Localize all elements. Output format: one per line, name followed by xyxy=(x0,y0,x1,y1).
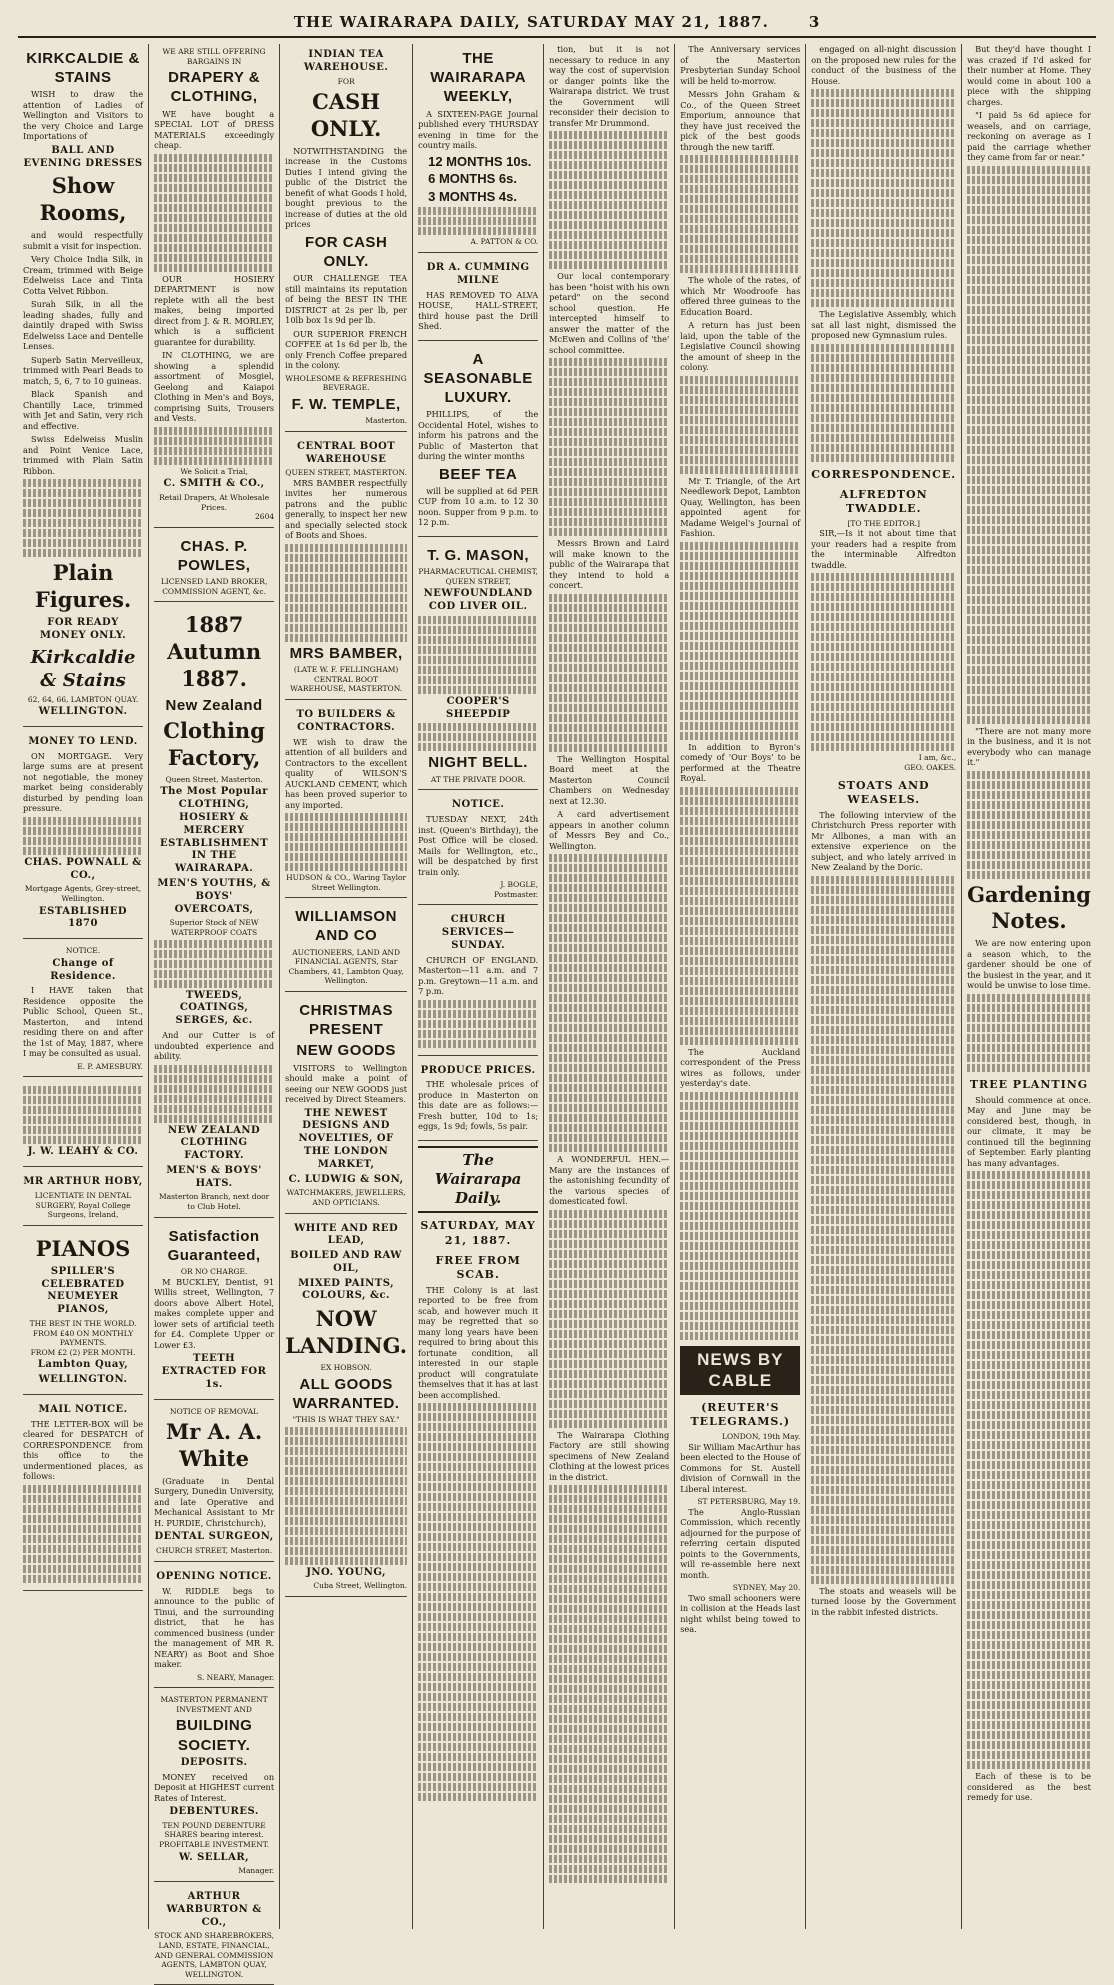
stoats: STOATS AND WEASELS. xyxy=(837,778,930,806)
notice-body: TUESDAY NEXT, 24th inst. (Queen's Birthday), the Post Office will be closed. Mails for Wellington, etc., will be despatched by first train only. xyxy=(418,814,539,877)
beef-tea: BEEF TEA xyxy=(439,465,518,483)
fine-print xyxy=(811,89,956,307)
boot-ad xyxy=(285,436,407,700)
pianos-ad xyxy=(23,1230,143,1395)
fine-print xyxy=(967,1171,1091,1769)
bamber-body: MRS BAMBER respectfully invites her numerous patrons and the public generally, to inspect her new and specially selected stock of Boots and Shoes. xyxy=(285,477,408,541)
debentures: DEBENTURES. xyxy=(169,1806,259,1818)
fine-print xyxy=(549,131,669,269)
removal: NOTICE OF REMOVAL xyxy=(170,1406,259,1416)
daily-title: The Wairarapa Daily. xyxy=(418,1146,538,1214)
christmas-ad xyxy=(285,996,407,1214)
teeth: TEETH EXTRACTED FOR 1s. xyxy=(161,1353,267,1390)
all-goods: ALL GOODS WARRANTED. xyxy=(292,1375,400,1412)
news-by-cable: NEWS BY CABLE xyxy=(680,1346,800,1396)
free-heading: FREE FROM SCAB. xyxy=(435,1253,521,1281)
fine-print xyxy=(285,813,407,871)
kirkcaldie-address: 62, 64, 66, LAMBTON QUAY. xyxy=(27,694,139,704)
bamber: MRS BAMBER, xyxy=(289,644,403,662)
weekly-footer: A. PATTON & CO. xyxy=(470,237,539,247)
kirkcaldie-body: WISH to draw the attention of Ladies of Wellington and Visitors to the very Choice and Large Importations of xyxy=(23,89,144,142)
seasonable: A SEASONABLE LUXURY. xyxy=(423,350,533,406)
item-5: Swiss Edelweiss Muslin and Point Venice Lace, trimmed with Plain Satin Ribbon. xyxy=(23,434,144,476)
solicit: We Solicit a Trial, xyxy=(180,466,248,476)
cutter: And our Cutter is of undoubted experience and ability. xyxy=(154,1030,275,1061)
church-street: CHURCH STREET, Masterton. xyxy=(156,1546,273,1556)
hudson: HUDSON & CO., Waring Taylor Street Wellington. xyxy=(286,873,407,892)
tweeds: TWEEDS, COATINGS, SERGES, &c. xyxy=(175,989,253,1027)
christmas-body: VISITORS to Wellington should make a point of seeing our NEW GOODS just received by Direct Steamers. xyxy=(285,1062,408,1105)
column-7 xyxy=(806,44,962,1929)
testimony: "THIS IS WHAT THEY SAY." xyxy=(292,1415,400,1424)
cash-only: CASH ONLY. xyxy=(310,89,382,142)
clothing-body: IN CLOTHING, we are showing a splendid assortment of Mosgiel, Geelong and Kaiapoi Clothing in Men's and Boys, comprising Suits, Trousers and Vests. xyxy=(154,350,275,424)
cooper: COOPER'S SHEEPDIP xyxy=(445,695,511,720)
pownall-sub: Mortgage Agents, Grey-street, Wellington. xyxy=(24,884,142,903)
spiller-sub: THE BEST IN THE WORLD. xyxy=(29,1318,137,1328)
money-ad xyxy=(23,731,143,939)
powles-sub: LICENSED LAND BROKER, COMMISSION AGENT, &c. xyxy=(160,577,268,596)
produce: PRODUCE PRICES. xyxy=(420,1064,536,1076)
bamber-sub: (LATE W. F. FELLINGHAM) CENTRAL BOOT WAREHOUSE, MASTERTON. xyxy=(290,665,403,694)
queen-street: Queen Street, Masterton. xyxy=(165,774,263,784)
smith-co: C. SMITH & CO., xyxy=(163,478,265,490)
price-12: 12 MONTHS 10s. xyxy=(428,153,532,169)
item-3: Superb Satin Merveilleux, trimmed with Pearl Beads to match, 5, 6, 7 to 10 guineas. xyxy=(23,354,144,386)
deposits-body: MONEY received on Deposit at HIGHEST current Rates of Interest. xyxy=(154,1771,275,1803)
article-5: A card advertisement appears in another column of Messrs Bey and Co., Wellington. xyxy=(549,809,670,851)
fine-print xyxy=(680,155,800,273)
masterton: Masterton. xyxy=(365,416,408,426)
ludwig: C. LUDWIG & SON, xyxy=(288,1173,404,1185)
mail-body: THE LETTER-BOX will be cleared for DESPATCH of CORRESPONDENCE from this office to the undermentioned places, as follows: xyxy=(23,1418,144,1482)
cable-3: Two small schooners were in collision at the Heads last night whilst being towed to sea. xyxy=(680,1592,801,1635)
opening: OPENING NOTICE. xyxy=(156,1570,272,1582)
church-ad xyxy=(418,909,538,1055)
article-3: Messrs Brown and Laird will make known to the public of the Wairarapa that they intend to hold a concert. xyxy=(549,538,670,590)
mail-heading: MAIL NOTICE. xyxy=(38,1403,128,1415)
correspondence: CORRESPONDENCE. xyxy=(811,467,957,481)
pownall: CHAS. POWNALL & CO., xyxy=(24,856,142,881)
established: ESTABLISHED 1870 xyxy=(38,905,128,930)
buckley-ad xyxy=(154,1222,274,1400)
show-body: and would respectfully submit a visit for inspection. xyxy=(23,230,144,251)
fine-print xyxy=(680,542,800,740)
cash-only-2: FOR CASH ONLY. xyxy=(304,233,388,271)
tea: INDIAN TEA WAREHOUSE. xyxy=(303,49,389,73)
fine-print xyxy=(23,1086,143,1144)
fine-print xyxy=(418,616,538,694)
free-body: THE Colony is at last reported to be free from scab, and however much it may be regretted that so many long years have been required to bring about this fortunate condition, all interested in our staple product will congratulate themselves that it has at last been accomplished. xyxy=(418,1284,539,1400)
ten-pound: TEN POUND DEBENTURE SHARES bearing interest. xyxy=(162,1820,266,1840)
price-6: 6 MONTHS 6s. xyxy=(428,171,517,187)
tea-body-2: OUR CHALLENGE TEA still maintains its reputation of being the BEST IN THE DISTRICT at 2s per lb, per 10lb box 1s 9d per lb. xyxy=(285,273,408,326)
powles: CHAS. P. POWLES, xyxy=(177,537,251,574)
masterton-perm: MASTERTON PERMANENT INVESTMENT AND xyxy=(160,1695,268,1714)
waterproof: Superior Stock of NEW WATERPROOF COATS xyxy=(169,918,259,938)
fine-print xyxy=(549,854,669,1152)
ludwig-sub: WATCHMAKERS, JEWELLERS, AND OPTICIANS. xyxy=(286,1188,406,1207)
fine-print xyxy=(967,771,1091,879)
ad-number: 2604 xyxy=(255,512,275,522)
builders-ad xyxy=(285,704,407,898)
for: FOR xyxy=(337,76,355,86)
warburton-sub: STOCK AND SHAREBROKERS, LAND, ESTATE, FINANCIAL, AND GENERAL COMMISSION AGENTS, LAMBTON QUAY, WELLINGTON. xyxy=(154,1931,275,1979)
fine-print xyxy=(811,876,956,1584)
fine-print xyxy=(549,358,669,536)
column-1 xyxy=(18,44,149,1929)
sellar-sub: Manager. xyxy=(238,1866,275,1876)
cod-liver: NEWFOUNDLAND COD LIVER OIL. xyxy=(423,588,533,613)
article-2: Our local contemporary has been "hoist with his own petard" on the second school question. He intercepted himself to answer the matter of the McEwen and Collins of 'the' school committee. xyxy=(549,271,670,355)
article-7: The Wairarapa Clothing Factory are still showing specimens of New Zealand Clothing at the lowest prices in the district. xyxy=(549,1429,670,1482)
kirkcaldie-ad xyxy=(23,44,143,727)
cable-2: The Anglo-Russian Commission, which recently adjourned for the purpose of referring certain disputed points to the Governments, will re-assemble here next month. xyxy=(680,1506,801,1580)
phillips: PHILLIPS, of the Occidental Hotel, wishes to inform his patrons and the Public of Masterton that during the winter months xyxy=(418,409,539,462)
profitable: PROFITABLE INVESTMENT. xyxy=(159,1840,270,1849)
column-8 xyxy=(962,44,1096,1929)
christmas: CHRISTMAS PRESENT xyxy=(299,1001,393,1039)
article-19: "There are not many more in the business, and it is not everybody who can manage it." xyxy=(967,725,1091,767)
produce-body: THE wholesale prices of produce in Masterton on this date are as follows:— Fresh butter, 10d to 1s; eggs, 1s 9d; fowls, 5s pair. xyxy=(418,1079,539,1132)
smith-ad xyxy=(154,44,274,528)
cable-1: Sir William MacArthur has been elected to the House of Commons for St. Austell division of Cornwall in the Liberal interest. xyxy=(680,1441,801,1494)
builders: TO BUILDERS & CONTRACTORS. xyxy=(296,708,396,733)
sign-1: I am, &c., xyxy=(918,753,957,763)
alfredton: ALFREDTON TWADDLE. xyxy=(839,487,928,515)
money-heading: MONEY TO LEND. xyxy=(28,736,138,748)
white-sub: (Graduate in Dental Surgery, Dunedin University, and late Operative and Mechanical Assistant to Mr H. PURDIE, Christchurch), xyxy=(154,1475,275,1528)
sellar: W. SELLAR, xyxy=(179,1851,250,1863)
kirkcaldie-heading: KIRKCALDIE & STAINS xyxy=(26,50,140,87)
lambton: Lambton Quay, xyxy=(37,1359,129,1371)
mens-coats: MEN'S YOUTHS, & BOYS' OVERCOATS, xyxy=(157,878,271,915)
stoats-body-2: The stoats and weasels will be turned loose by the Government in the rabbit infested districts. xyxy=(811,1585,957,1617)
tree-heading: TREE PLANTING xyxy=(969,1077,1089,1091)
riddle: W. RIDDLE begs to announce to the public of Tinui, and the surrounding district, that he has commenced business (under the management of MR R. NEARY) as Boot and Shoe maker. xyxy=(154,1585,275,1670)
fine-print xyxy=(811,573,956,751)
item-4: Black Spanish and Chantilly Lace, trimmed with Jet and Satin, very rich and effective. xyxy=(23,389,144,431)
private-door: AT THE PRIVATE DOOR. xyxy=(430,774,526,784)
ready-money: FOR READY MONEY ONLY. xyxy=(39,616,127,641)
buckley-body: M BUCKLEY, Dentist, 91 Willis street, Wellington, 7 doors above Albert Hotel, makes complete upper and lower sets of artificial teeth for £4. Complete Upper or Lower £3. xyxy=(154,1276,275,1350)
fine-print xyxy=(23,1485,143,1583)
beef-tea-ad xyxy=(418,345,538,537)
masthead xyxy=(18,8,1096,38)
fine-print xyxy=(285,544,407,642)
article-17: But they'd have thought I was crazed if I'd asked for their number at Home. They would come in about 100 a piece with the shipping charges. xyxy=(967,44,1091,107)
fine-print xyxy=(418,723,538,751)
white-red: WHITE AND RED LEAD, xyxy=(294,1222,399,1247)
night-bell: NIGHT BELL. xyxy=(428,754,528,772)
building: BUILDING SOCIETY. xyxy=(175,1717,253,1754)
warburton: ARTHUR WARBURTON & CO., xyxy=(166,1890,262,1928)
most-popular: The Most Popular CLOTHING, HOSIERY & MERCERY ESTABLISHMENT IN THE WAIRARAPA. xyxy=(160,786,269,875)
item-1: Very Choice India Silk, in Cream, trimmed with Beige Edelweiss Lace and Tinta Cotta Velvet Ribbon. xyxy=(23,254,144,296)
price-3: 3 MONTHS 4s. xyxy=(428,188,517,204)
fine-print xyxy=(680,376,800,474)
temple: F. W. TEMPLE, xyxy=(291,396,401,413)
kirkcaldie-footer: Kirkcaldie & Stains xyxy=(30,646,136,691)
tree-body: Should commence at once. May and June may be considered best, though, in our climate, it may be continued till the beginning of September. Early planting has many advantages. xyxy=(967,1094,1091,1168)
paint-ad xyxy=(285,1218,407,1597)
new-goods: NEW GOODS xyxy=(296,1042,396,1060)
change-ad xyxy=(23,943,143,1077)
produce-ad xyxy=(418,1060,538,1141)
fine-print xyxy=(154,427,274,465)
white-ad xyxy=(154,1404,274,1562)
williamson-sub: AUCTIONEERS, LAND AND FINANCIAL AGENTS, Star Chambers, 41, Lambton Quay, Wellington. xyxy=(288,947,404,986)
young-sub: Cuba Street, Wellington. xyxy=(313,1581,408,1591)
change-sign: E. P. AMESBURY. xyxy=(77,1061,144,1071)
change-heading: Change of Residence. xyxy=(50,957,116,982)
dateline-1: LONDON, 19th May. xyxy=(722,1432,801,1442)
weekly-sub: A SIXTEEN-PAGE Journal published every THURSDAY evening in time for the country mails. xyxy=(418,108,539,151)
young: JNO. YOUNG, xyxy=(306,1566,387,1578)
hats: MEN'S & BOYS' HATS. xyxy=(166,1164,262,1189)
hoby: MR ARTHUR HOBY, xyxy=(23,1176,143,1188)
milne: DR A. CUMMING MILNE xyxy=(426,262,530,286)
notice-label: NOTICE. xyxy=(65,946,101,956)
dental: DENTAL SURGEON, xyxy=(154,1531,274,1543)
bogle-sub: Postmaster. xyxy=(494,889,539,899)
beef-body: will be supplied at 6d PER CUP from 10 a.m. to 12 30 noon. Supper from 9 p.m. to 12 p.m. xyxy=(418,485,539,528)
fine-print xyxy=(418,207,538,235)
coffee: OUR SUPERIOR FRENCH COFFEE at 1s 6d per lb, the only French Coffee prepared in the colony. xyxy=(285,328,408,371)
williamson: WILLIAMSON AND CO xyxy=(295,908,397,945)
fine-print xyxy=(285,1427,407,1565)
spiller: SPILLER'S CELEBRATED NEUMEYER PIANOS, xyxy=(41,1265,125,1316)
column-5 xyxy=(544,44,675,1929)
hobson: EX HOBSON. xyxy=(320,1363,372,1373)
article-9: Messrs John Graham & Co., of the Queen Street Emporium, announce that they have just received the pick of the best goods through the new tariff. xyxy=(680,89,801,152)
no-charge: OR NO CHARGE. xyxy=(180,1267,248,1277)
article-11: A return has just been laid, upon the table of the Legislative Council showing the amount of sheep in the colony. xyxy=(680,320,801,372)
article-13: In addition to Byron's comedy of 'Our Boys' to be performed at the Theatre Royal. xyxy=(680,741,801,783)
article-16: The Legislative Assembly, which sat all last night, dismissed the proposed new Gymnasium rules. xyxy=(811,309,957,340)
milne-sub: HAS REMOVED TO ALVA HOUSE, HALL-STREET, third house past the Drill Shed. xyxy=(418,289,539,332)
boot: CENTRAL BOOT WAREHOUSE xyxy=(296,440,396,465)
nz-tailoring: NEW ZEALAND CLOTHING FACTORY. xyxy=(167,1124,261,1162)
church: CHURCH SERVICES—SUNDAY. xyxy=(441,914,515,951)
fine-print xyxy=(967,994,1091,1072)
fine-print xyxy=(549,1485,669,1883)
hosiery-body: OUR HOSIERY DEPARTMENT is now replete with all the best makes, being imported direct from J. & R. MORLEY, which is a sufficient guarantee for durability. xyxy=(154,273,275,347)
masthead-title: THE WAIRARAPA DAILY, SATURDAY MAY 21, 1887. xyxy=(293,13,769,31)
show-rooms: Show Rooms, xyxy=(39,173,127,226)
sign-2: GEO. OAKES. xyxy=(904,762,957,772)
money-body: ON MORTGAGE. Very large sums are at present not negotiable, the money market being considerably disturbed by pending loan pressure. xyxy=(23,750,144,814)
article-8: The Anniversary services of the Masterton Presbyterian Sunday School will be held to-morrow. xyxy=(680,44,801,86)
spiller-price-2: FROM £2 (2) PER MONTH. xyxy=(30,1347,136,1357)
article-14: The Auckland correspondent of the Press wires as follows, under yesterday's date. xyxy=(680,1046,801,1088)
wellington-label: WELLINGTON. xyxy=(38,706,128,718)
column-4 xyxy=(413,44,544,1929)
article-10: The whole of the rates, of which Mr Woodroofe has offered three guineas to the Education Board. xyxy=(680,275,801,317)
tea-body: NOTWITHSTANDING the increase in the Customs Duties I intend giving the public of the District the benefit of what Goods I hold, bought previous to the increase of duties at the old prices xyxy=(285,145,408,230)
plain-figures: Plain Figures. xyxy=(34,560,132,613)
autumn: 1887 Autumn 1887. xyxy=(167,612,262,692)
tree-body-2: Each of these is to be considered as the best remedy for use. xyxy=(967,1771,1091,1803)
tea-ad xyxy=(285,44,407,432)
column-6 xyxy=(675,44,806,1929)
article-12: Mr T. Triangle, of the Art Needlework Depot, Lambton Quay, Wellington, has been appointed agent for Madame Weigel's Journal of Fashion. xyxy=(680,475,801,538)
mason-ad xyxy=(418,541,538,790)
spiller-price-1: FROM £40 ON MONTHLY PAYMENTS. xyxy=(32,1328,134,1348)
letter-body: SIR,—Is it not about time that your readers had a respite from the interminable Alfredton twaddle. xyxy=(811,528,957,570)
leahy-ad xyxy=(23,1081,143,1167)
fine-print xyxy=(154,940,274,988)
change-body: I HAVE taken that Residence opposite the Public School, Queen St., Masterton, and intend residing there on and after the 1st of May, 1887, where I may be consulted as usual. xyxy=(23,985,144,1059)
fine-print xyxy=(154,154,274,272)
drapery-heading: DRAPERY & CLOTHING, xyxy=(168,69,261,106)
deposits: DEPOSITS. xyxy=(180,1756,248,1768)
leahy: J. W. LEAHY & CO. xyxy=(27,1146,139,1158)
mixed: MIXED PAINTS, COLOURS, &c. xyxy=(298,1277,395,1302)
factory-ad xyxy=(154,606,274,1217)
item-2: Surah Silk, in all the leading shades, fully and daintily draped with Swiss Edelweiss Lace and Dentelle Lenses. xyxy=(23,299,144,352)
post-notice-ad xyxy=(418,794,538,905)
article-6: A WONDERFUL HEN.—Many are the instances of the astonishing fecundity of the various species of domesticated fowl. xyxy=(549,1154,670,1206)
smith-sub: Retail Drapers, At Wholesale Prices. xyxy=(159,492,270,512)
latest: THE NEWEST DESIGNS AND NOVELTIES, OF THE LONDON MARKET, xyxy=(298,1107,394,1170)
article-15: engaged on all-night discussion on the proposed new rules for the conduct of the business of the House. xyxy=(811,44,957,86)
fine-print xyxy=(23,817,143,855)
bogle: J. BOGLE, xyxy=(500,880,539,890)
fine-print xyxy=(680,1092,800,1340)
williamson-ad xyxy=(285,902,407,992)
dateline-3: SYDNEY, May 20. xyxy=(732,1583,801,1593)
fine-print xyxy=(967,166,1091,724)
page-number: 3 xyxy=(808,13,821,31)
warburton-ad xyxy=(154,1886,274,1985)
ball-dresses: BALL AND EVENING DRESSES xyxy=(23,144,143,169)
fine-print xyxy=(680,787,800,1045)
pianos: PIANOS xyxy=(35,1235,131,1261)
article-1: tion, but it is not necessary to reduce in any way the cost of supervision or danger points like the Wairarapa district. We trust the Government will reconsider their decision to transfer Mr Drummond. xyxy=(549,44,670,128)
wellington-label-2: WELLINGTON. xyxy=(38,1374,128,1386)
hoby-sub: LICENTIATE IN DENTAL SURGERY, Royal College Surgeons, Ireland, xyxy=(34,1191,132,1220)
mason-sub: PHARMACEUTICAL CHEMIST, QUEEN STREET, xyxy=(418,567,538,586)
branch: Masterton Branch, next door to Club Hotel. xyxy=(158,1192,270,1212)
fine-print xyxy=(549,1210,669,1428)
beverage: WHOLESOME & REFRESHING BEVERAGE. xyxy=(285,373,407,393)
landing: NOW LANDING. xyxy=(285,1306,408,1359)
to-editor: [TO THE EDITOR.] xyxy=(847,518,920,528)
weekly: THE WAIRARAPA WEEKLY, xyxy=(430,50,527,106)
neary: S. NEARY, Manager. xyxy=(197,1672,275,1682)
mail-ad xyxy=(23,1399,143,1591)
clothing-factory: Clothing Factory, xyxy=(163,718,265,770)
article-4: The Wellington Hospital Board meet at the Masterton Council Chambers on Wednesday next at 12.30. xyxy=(549,753,670,806)
opening-ad xyxy=(154,1566,274,1688)
gardening: Gardening Notes. xyxy=(967,881,1091,934)
date: SATURDAY, MAY 21, 1887. xyxy=(420,1219,536,1247)
milne-ad xyxy=(418,257,538,341)
columns xyxy=(18,44,1096,1979)
satisfaction: Satisfaction Guaranteed, xyxy=(167,1227,261,1264)
drapery-body: WE have bought a SPECIAL LOT of DRESS MATERIALS exceedingly cheap. xyxy=(154,108,275,151)
column-2 xyxy=(149,44,280,1979)
fine-print xyxy=(418,1403,538,1801)
builders-body: WE wish to draw the attention of all builders and Contractors to the excellent quality of WILSON'S AUCKLAND CEMENT, which has been proved superior to any imported. xyxy=(285,736,408,810)
reuter: (REUTER'S TELEGRAMS.) xyxy=(690,1401,791,1429)
mason: T. G. MASON, xyxy=(427,546,530,564)
weekly-ad xyxy=(418,44,538,253)
boiled: BOILED AND RAW OIL, xyxy=(290,1250,402,1274)
fine-print xyxy=(154,1065,274,1123)
column-3 xyxy=(280,44,413,1929)
stoats-body: The following interview of the Christchurch Press reporter with Mr Allbones, a man with an extensive experience on the subject, and who lately arrived in New Zealand by the Doric. xyxy=(811,809,957,873)
fine-print xyxy=(549,594,669,752)
powles-ad xyxy=(154,532,274,603)
boot-sub: QUEEN STREET, MASTERTON. xyxy=(285,468,407,478)
dateline-2: ST PETERSBURG, May 19. xyxy=(697,1497,801,1507)
gardening-body: We are now entering upon a season which, to the gardener should be one of the busiest in the year, and it would be unwise to lose time. xyxy=(967,938,1091,991)
new-zealand: New Zealand xyxy=(165,696,263,714)
hoby-ad xyxy=(23,1171,143,1226)
fine-print xyxy=(23,479,143,557)
still-heading: WE ARE STILL OFFERING BARGAINS IN xyxy=(162,47,266,66)
white: Mr A. A. White xyxy=(166,1419,263,1471)
fine-print xyxy=(811,344,956,462)
church-body: CHURCH OF ENGLAND. Masterton—11 a.m. and 7 p.m. Greytown—11 a.m. and 7 p.m. xyxy=(418,954,539,997)
article-18: "I paid 5s 6d apiece for weasels, and on carriage, reckoning on average as I paid the carriage whether they came from far or near." xyxy=(967,110,1091,162)
notice: NOTICE. xyxy=(451,799,505,811)
building-ad xyxy=(154,1692,274,1882)
fine-print xyxy=(418,1000,538,1048)
